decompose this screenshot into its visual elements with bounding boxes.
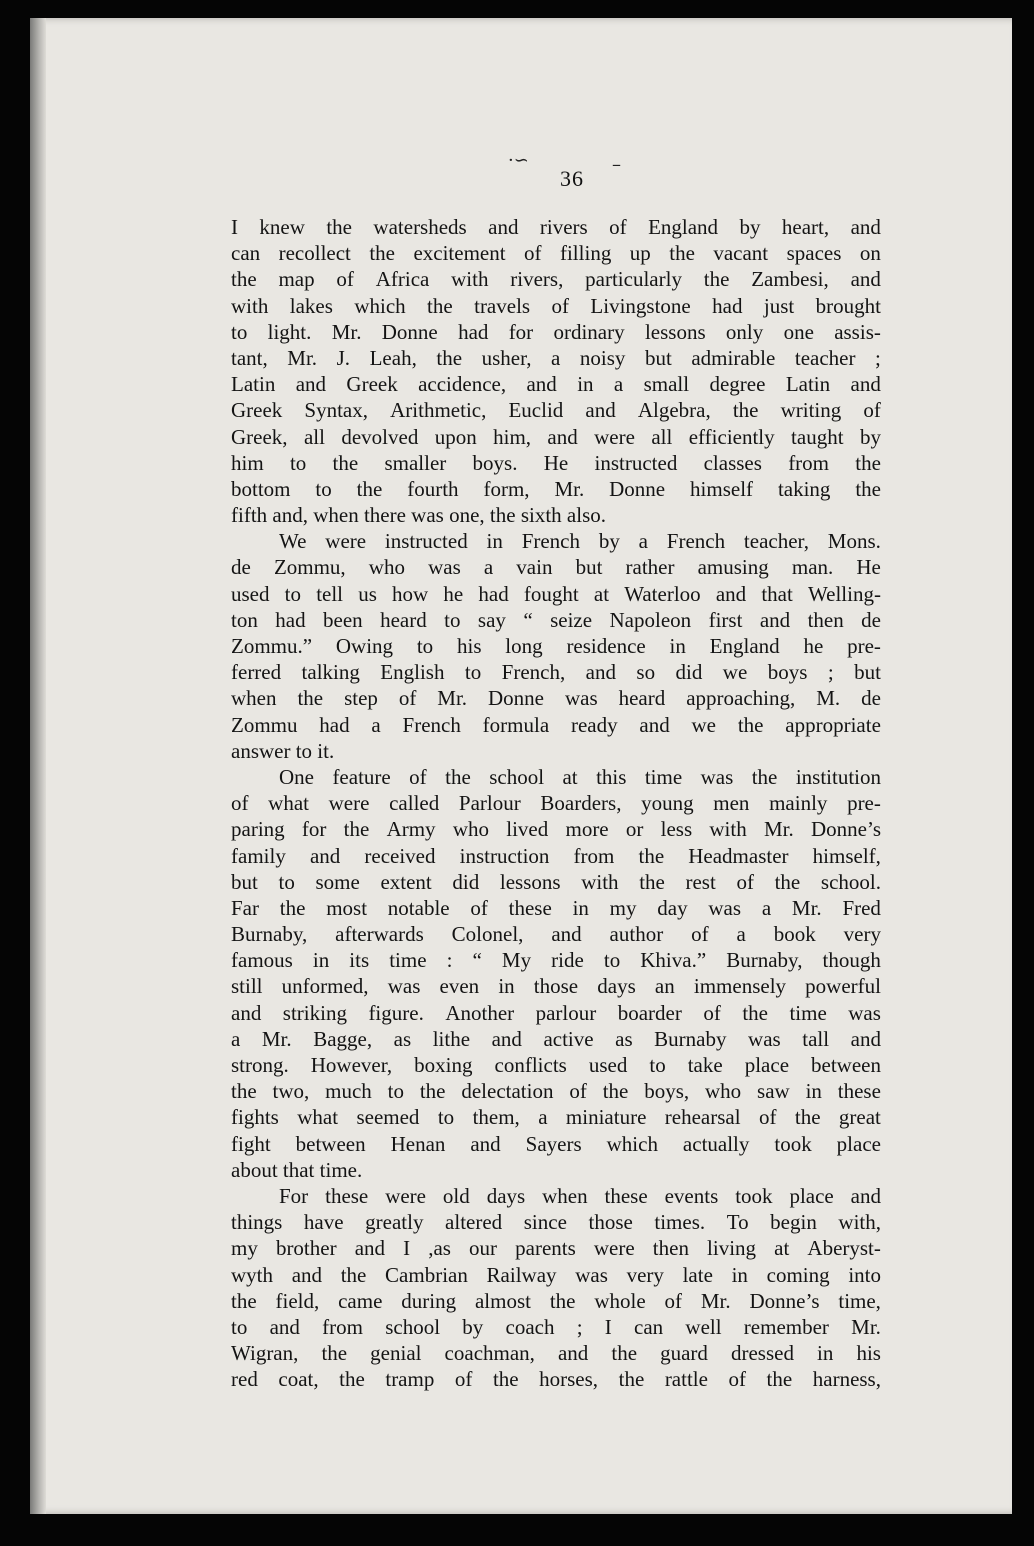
text-line: my brother and I ,as our parents were then living at Aberyst- (231, 1236, 881, 1261)
page-number: 36 (560, 166, 584, 191)
text-line: Greek, all devolved upon him, and were all efficiently taught by (231, 424, 881, 449)
body-text (231, 214, 881, 1392)
text-line: tant, Mr. J. Leah, the usher, a noisy but admirable teacher ; (231, 345, 881, 370)
paragraph (231, 764, 881, 1183)
text-line: fight between Henan and Sayers which actually took place (231, 1131, 881, 1156)
text-line: things have greatly altered since those times. To begin with, (231, 1210, 881, 1235)
text-line: fights what seemed to them, a miniature rehearsal of the great (231, 1105, 881, 1130)
text-line: still unformed, was even in those days an immensely powerful (231, 974, 881, 999)
text-line: Zommu.” Owing to his long residence in England he pre- (231, 634, 881, 658)
text-line: I knew the watersheds and rivers of England by heart, and (231, 215, 881, 239)
ink-smudge-mark: – (612, 154, 621, 175)
paragraph (231, 214, 881, 528)
text-line: answer to it. (231, 738, 335, 763)
text-line: de Zommu, who was a vain but rather amusing man. He (231, 555, 881, 580)
page-spine-shadow (30, 18, 46, 1514)
text-line: when the step of Mr. Donne was heard approaching, M. de (231, 686, 881, 711)
text-line: ton had been heard to say “ seize Napoleon first and then de (231, 607, 881, 632)
text-line: wyth and the Cambrian Railway was very late in coming into (231, 1262, 881, 1287)
ink-smudge-mark: ·∽ (508, 150, 529, 171)
text-line: the map of Africa with rivers, particularly the Zambesi, and (231, 267, 881, 292)
text-line: Far the most notable of these in my day was a Mr. Fred (231, 895, 881, 920)
text-line: him to the smaller boys. He instructed classes from the (231, 450, 881, 475)
text-line: paring for the Army who lived more or less with Mr. Donne’s (231, 817, 881, 842)
text-line: bottom to the fourth form, Mr. Donne himself taking the (231, 476, 881, 501)
paragraph (231, 528, 881, 764)
text-line: ferred talking English to French, and so did we boys ; but (231, 660, 881, 685)
text-line: Burnaby, afterwards Colonel, and author of a book very (231, 922, 881, 947)
text-line: a Mr. Bagge, as lithe and active as Burnaby was tall and (231, 1026, 881, 1051)
text-line: but to some extent did lessons with the rest of the school. (231, 869, 881, 894)
text-line: the two, much to the delectation of the boys, who saw in these (231, 1079, 881, 1104)
text-line: about that time. (231, 1157, 363, 1182)
text-line: of what were called Parlour Boarders, young men mainly pre- (231, 791, 881, 816)
paragraph (231, 1183, 881, 1393)
text-line: can recollect the excitement of filling up the vacant spaces on (231, 241, 881, 266)
text-line: We were instructed in French by a French teacher, Mons. (279, 529, 881, 554)
text-line: the field, came during almost the whole of Mr. Donne’s time, (231, 1288, 881, 1313)
text-line: and striking figure. Another parlour boarder of the time was (231, 1000, 881, 1025)
text-line: to light. Mr. Donne had for ordinary lessons only one assis- (231, 319, 881, 344)
text-line: One feature of the school at this time was the institution (279, 764, 881, 789)
text-line: fifth and, when there was one, the sixth also. (231, 503, 606, 528)
text-line: red coat, the tramp of the horses, the rattle of the harness, (231, 1367, 881, 1392)
text-line: Latin and Greek accidence, and in a small degree Latin and (231, 372, 881, 397)
text-line: Wigran, the genial coachman, and the guard dressed in his (231, 1341, 881, 1366)
text-line: strong. However, boxing conflicts used to take place between (231, 1053, 881, 1077)
text-line: to and from school by coach ; I can well remember Mr. (231, 1314, 881, 1339)
text-line: family and received instruction from the Headmaster himself, (231, 843, 881, 868)
text-line: with lakes which the travels of Livingstone had just brought (231, 293, 881, 318)
text-line: Zommu had a French formula ready and we the appropriate (231, 712, 881, 737)
text-line: famous in its time : “ My ride to Khiva.” Burnaby, though (231, 948, 881, 973)
text-line: used to tell us how he had fought at Waterloo and that Welling- (231, 581, 881, 606)
text-line: For these were old days when these events took place and (279, 1183, 881, 1208)
text-line: Greek Syntax, Arithmetic, Euclid and Algebra, the writing of (231, 398, 881, 423)
